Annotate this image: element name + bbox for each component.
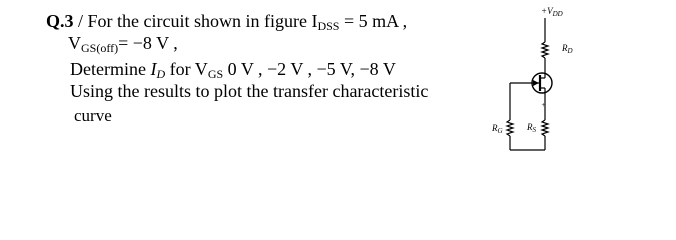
question-line-4: Using the results to plot the transfer characteristic: [70, 81, 429, 101]
question-line-5: curve: [74, 106, 112, 125]
rd-resistor: [542, 42, 548, 58]
question-number: Q.3: [46, 11, 74, 31]
line2-suffix: = −8 V ,: [118, 33, 178, 53]
rs-label: $R_S$: [527, 122, 536, 134]
plus-sign: +: [541, 101, 546, 109]
id-subscript: D: [156, 67, 166, 81]
gate-arrow: [533, 80, 539, 86]
jfet-circuit-diagram: [470, 0, 670, 153]
vdd-label: $+V_{DD}$: [541, 6, 563, 18]
idss-subscript: DSS: [317, 19, 340, 33]
vgs-base: V: [68, 33, 81, 53]
rd-label: $R_D$: [562, 43, 573, 55]
rs-resistor: [542, 120, 548, 136]
line3-prefix: Determine: [70, 59, 151, 79]
line3-values: 0 V , −2 V , −5 V, −8 V: [223, 59, 396, 79]
question-line-2: [68, 32, 178, 59]
vgs-subscript: GS: [207, 67, 224, 81]
line1-prefix: / For the circuit shown in figure I: [73, 11, 318, 31]
id-base: I: [150, 59, 157, 79]
line3-mid: for V: [165, 59, 208, 79]
line1-suffix: = 5 mA ,: [339, 11, 408, 31]
rg-label: $R_G$: [492, 123, 503, 135]
vgs-off-subscript: GS(off): [81, 41, 119, 55]
rg-resistor: [507, 120, 513, 136]
